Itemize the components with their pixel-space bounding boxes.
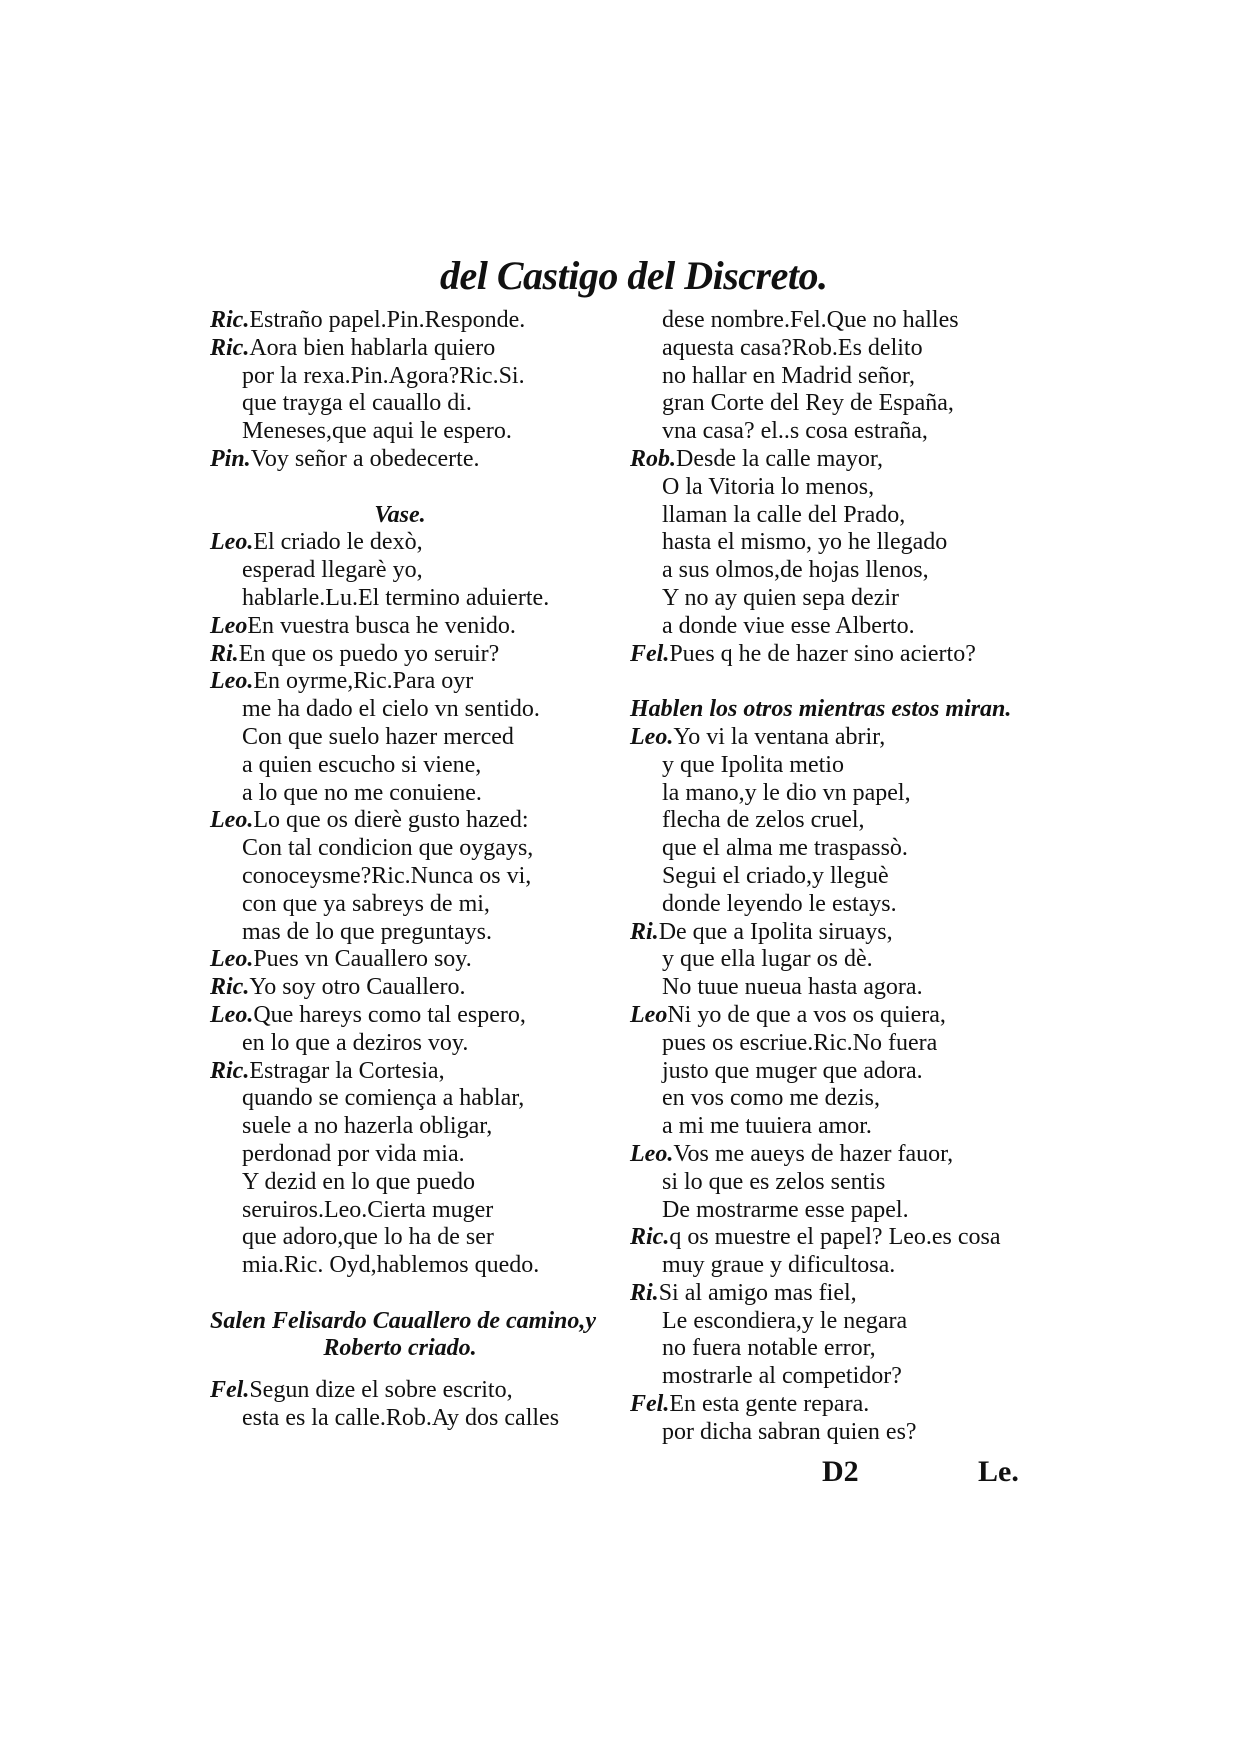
verse-line — [210, 724, 630, 752]
verse-line — [210, 557, 630, 585]
speaker-label: Leo. — [630, 723, 674, 750]
speaker-label: Leo. — [210, 1001, 254, 1028]
verse-line — [630, 557, 1050, 585]
verse-line — [210, 891, 630, 919]
verse-text: esperad llegarè yo, — [242, 557, 423, 584]
verse-line — [210, 752, 630, 780]
verse-text: suele a no hazerla obligar, — [242, 1113, 493, 1140]
verse-text: Si al amigo mas fiel, — [658, 1279, 857, 1306]
speech-line — [630, 1141, 1050, 1169]
verse-text: q os muestre el papel? Leo.es cosa — [669, 1224, 1001, 1251]
verse-text: muy graue y dificultosa. — [662, 1252, 896, 1279]
stage-direction: Hablen los otros mientras estos miran. — [630, 696, 1012, 723]
verse-text: Lo que os dierè gusto hazed: — [253, 807, 529, 834]
speaker-label: Ric. — [210, 974, 250, 1001]
line-gap — [630, 668, 1050, 696]
left-column — [210, 307, 630, 1433]
speech-line — [210, 807, 630, 835]
speech-line — [630, 1002, 1050, 1030]
speaker-label: Leo. — [630, 1140, 674, 1167]
verse-text: Pues vn Cauallero soy. — [253, 946, 472, 973]
verse-line — [630, 1335, 1050, 1363]
verse-text: hablarle.Lu.El termino aduierte. — [242, 584, 550, 611]
speech-line — [210, 1058, 630, 1086]
verse-text: y que ella lugar os dè. — [662, 946, 873, 973]
verse-text: conoceysme?Ric.Nunca os vi, — [242, 862, 532, 889]
verse-line — [630, 474, 1050, 502]
verse-text: pues os escriue.Ric.No fuera — [662, 1029, 938, 1056]
verse-text: Yo vi la ventana abrir, — [673, 723, 886, 750]
verse-text: De que a Ipolita siruays, — [658, 918, 893, 945]
verse-line — [210, 1085, 630, 1113]
speech-line — [630, 1224, 1050, 1252]
verse-text: hasta el mismo, yo he llegado — [662, 529, 948, 556]
verse-line — [630, 1058, 1050, 1086]
verse-text: Con que suelo hazer merced — [242, 723, 514, 750]
right-column — [630, 307, 1050, 1447]
verse-line — [630, 418, 1050, 446]
verse-text: dese nombre.Fel.Que no halles — [662, 307, 959, 333]
verse-text: Ni yo de que a vos os quiera, — [667, 1001, 946, 1028]
verse-line — [630, 946, 1050, 974]
speech-line — [210, 613, 630, 641]
verse-line — [210, 1113, 630, 1141]
verse-text: mas de lo que preguntays. — [242, 918, 492, 945]
speech-line — [630, 1391, 1050, 1419]
verse-line — [630, 780, 1050, 808]
verse-text: la mano,y le dio vn papel, — [662, 779, 911, 806]
verse-text: no hallar en Madrid señor, — [662, 362, 915, 389]
speech-line — [210, 446, 630, 474]
speaker-label: Fel. — [630, 1391, 670, 1418]
verse-line — [210, 919, 630, 947]
verse-text: mostrarle al competidor? — [662, 1363, 902, 1390]
verse-text: si lo que es zelos sentis — [662, 1168, 886, 1195]
verse-line — [630, 1363, 1050, 1391]
verse-line — [210, 1405, 630, 1433]
verse-text: En esta gente repara. — [669, 1391, 870, 1418]
verse-text: a quien escucho si viene, — [242, 751, 482, 778]
verse-line — [630, 613, 1050, 641]
verse-line — [630, 835, 1050, 863]
verse-line — [630, 335, 1050, 363]
verse-text: En que os puedo yo seruir? — [238, 640, 500, 667]
verse-text: que trayga el cauallo di. — [242, 390, 472, 417]
verse-line — [630, 1113, 1050, 1141]
speech-line — [210, 641, 630, 669]
verse-text: Estragar la Cortesia, — [249, 1057, 445, 1084]
verse-text: por dicha sabran quien es? — [662, 1418, 917, 1445]
verse-line — [630, 863, 1050, 891]
verse-text: llaman la calle del Prado, — [662, 501, 906, 528]
verse-text: mia.Ric. Oyd,hablemos quedo. — [242, 1252, 540, 1279]
speech-line — [210, 946, 630, 974]
verse-text: Segui el criado,y lleguè — [662, 862, 889, 889]
verse-text: a mi me tuuiera amor. — [662, 1113, 872, 1140]
verse-text: con que ya sabreys de mi, — [242, 890, 490, 917]
speaker-label: Ric. — [210, 307, 250, 333]
verse-text: y que Ipolita metio — [662, 751, 844, 778]
verse-text: a sus olmos,de hojas llenos, — [662, 557, 929, 584]
verse-text: flecha de zelos cruel, — [662, 807, 865, 834]
verse-text: perdonad por vida mia. — [242, 1140, 465, 1167]
speaker-label: Ri. — [630, 918, 659, 945]
verse-line — [210, 585, 630, 613]
verse-text: a donde viue esse Alberto. — [662, 612, 915, 639]
verse-line — [630, 307, 1050, 335]
verse-line — [630, 363, 1050, 391]
verse-line — [630, 1085, 1050, 1113]
speaker-label: Leo. — [210, 807, 254, 834]
line-gap — [210, 1363, 630, 1377]
verse-text: me ha dado el cielo vn sentido. — [242, 696, 540, 723]
speech-line — [630, 641, 1050, 669]
verse-line — [210, 835, 630, 863]
verse-text: Estraño papel.Pin.Responde. — [249, 307, 526, 333]
verse-text: que adoro,que lo ha de ser — [242, 1224, 494, 1251]
verse-text: esta es la calle.Rob.Ay dos calles — [242, 1405, 560, 1432]
verse-text: seruiros.Leo.Cierta muger — [242, 1196, 494, 1223]
verse-line — [210, 1141, 630, 1169]
verse-line — [210, 390, 630, 418]
verse-text: El criado le dexò, — [253, 529, 423, 556]
verse-text: Pues q he de hazer sino acierto? — [669, 640, 976, 667]
speech-line — [210, 668, 630, 696]
speech-line — [630, 446, 1050, 474]
stage-direction: Roberto criado. — [323, 1335, 477, 1362]
verse-line — [210, 780, 630, 808]
line-gap — [210, 1280, 630, 1308]
line-gap — [210, 474, 630, 502]
speech-line — [210, 1002, 630, 1030]
verse-text: Vos me aueys de hazer fauor, — [673, 1140, 954, 1167]
speaker-label: Leo — [210, 612, 248, 639]
verse-line — [630, 1308, 1050, 1336]
speaker-label: Pin. — [210, 445, 251, 472]
verse-line — [630, 502, 1050, 530]
verse-text: Meneses,que aqui le espero. — [242, 418, 512, 445]
stage-direction: Salen Felisardo Cauallero de camino,y — [210, 1307, 597, 1334]
verse-text: a lo que no me conuiene. — [242, 779, 482, 806]
speaker-label: Leo — [630, 1001, 668, 1028]
verse-text: justo que muger que adora. — [662, 1057, 923, 1084]
verse-line — [630, 752, 1050, 780]
speaker-label: Rob. — [630, 445, 677, 472]
verse-line — [210, 1030, 630, 1058]
speaker-label: Fel. — [210, 1377, 250, 1404]
speaker-label: Leo. — [210, 529, 254, 556]
verse-text: Y dezid en lo que puedo — [242, 1168, 476, 1195]
speaker-label: Ric. — [210, 1057, 250, 1084]
verse-text: que el alma me traspassò. — [662, 835, 908, 862]
speech-line — [630, 919, 1050, 947]
verse-line — [210, 418, 630, 446]
verse-line — [630, 891, 1050, 919]
speaker-label: Ric. — [210, 334, 250, 361]
verse-line — [630, 390, 1050, 418]
verse-text: Aora bien hablarla quiero — [249, 334, 496, 361]
verse-text: en vos como me dezis, — [662, 1085, 880, 1112]
signature-mark: D2 — [822, 1455, 859, 1488]
verse-line — [630, 1169, 1050, 1197]
verse-line — [630, 1197, 1050, 1225]
verse-line — [630, 529, 1050, 557]
verse-text: O la Vitoria lo menos, — [662, 473, 875, 500]
verse-text: Que hareys como tal espero, — [253, 1001, 526, 1028]
running-title: del Castigo del Discreto. — [440, 253, 828, 298]
verse-text: donde leyendo le estays. — [662, 890, 897, 917]
speech-line — [630, 1280, 1050, 1308]
verse-line — [210, 1224, 630, 1252]
verse-text: en lo que a deziros voy. — [242, 1029, 469, 1056]
verse-text: quando se comiença a hablar, — [242, 1085, 525, 1112]
verse-line — [630, 585, 1050, 613]
speaker-label: Ri. — [630, 1279, 659, 1306]
verse-line — [210, 1169, 630, 1197]
speech-line — [210, 307, 630, 335]
speaker-label: Ri. — [210, 640, 239, 667]
verse-text: En oyrme,Ric.Para oyr — [253, 668, 474, 695]
verse-line — [210, 696, 630, 724]
verse-line — [210, 863, 630, 891]
catchword: Le. — [978, 1455, 1019, 1488]
speech-line — [210, 1377, 630, 1405]
verse-text: Le escondiera,y le negara — [662, 1307, 908, 1334]
speaker-label: Fel. — [630, 640, 670, 667]
speech-line — [630, 724, 1050, 752]
verse-text: no fuera notable error, — [662, 1335, 876, 1362]
speech-line — [210, 974, 630, 1002]
verse-text: vna casa? el..s cosa estraña, — [662, 418, 928, 445]
stage-direction: Vase. — [374, 501, 426, 528]
verse-text: Voy señor a obedecerte. — [250, 445, 480, 472]
verse-line — [630, 1419, 1050, 1447]
verse-text: Desde la calle mayor, — [676, 445, 883, 472]
verse-line — [630, 1030, 1050, 1058]
verse-line — [630, 807, 1050, 835]
speech-line — [210, 335, 630, 363]
verse-line — [210, 1252, 630, 1280]
verse-text: por la rexa.Pin.Agora?Ric.Si. — [242, 362, 525, 389]
verse-line — [630, 974, 1050, 1002]
speaker-label: Leo. — [210, 946, 254, 973]
verse-text: En vuestra busca he venido. — [247, 612, 516, 639]
speaker-label: Ric. — [630, 1224, 670, 1251]
verse-text: No tuue nueua hasta agora. — [662, 974, 923, 1001]
verse-line — [630, 1252, 1050, 1280]
verse-text: De mostrarme esse papel. — [662, 1196, 909, 1223]
speaker-label: Leo. — [210, 668, 254, 695]
verse-text: gran Corte del Rey de España, — [662, 390, 954, 417]
speech-line — [210, 529, 630, 557]
verse-text: aquesta casa?Rob.Es delito — [662, 334, 923, 361]
verse-line — [210, 363, 630, 391]
verse-line — [210, 1197, 630, 1225]
verse-text: Y no ay quien sepa dezir — [662, 584, 900, 611]
verse-text: Yo soy otro Cauallero. — [249, 974, 466, 1001]
verse-text: Con tal condicion que oygays, — [242, 835, 534, 862]
verse-text: Segun dize el sobre escrito, — [249, 1377, 513, 1404]
